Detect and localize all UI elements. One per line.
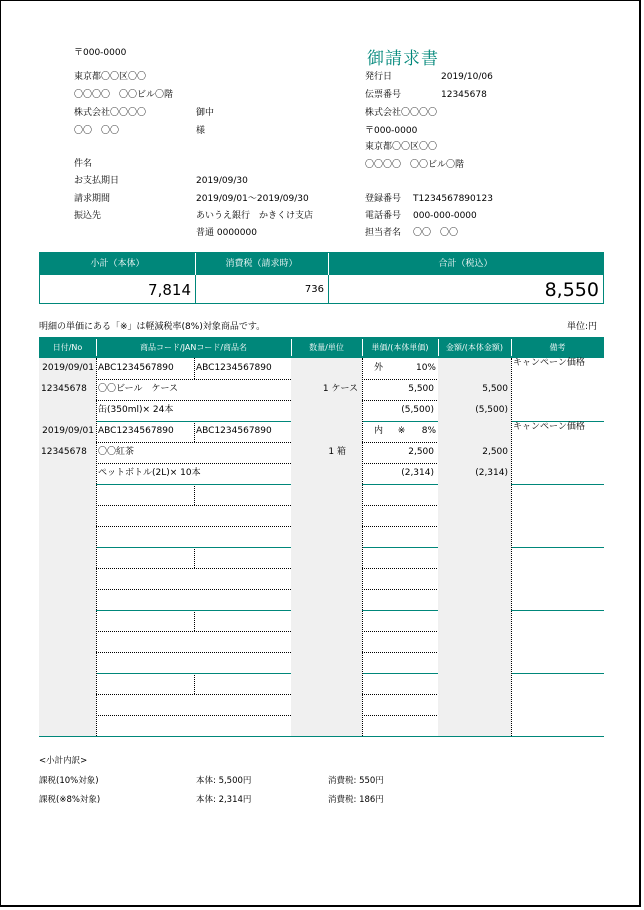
column-divider bbox=[194, 484, 195, 505]
phone: 000-000-0000 bbox=[413, 211, 477, 221]
item-name: 〇〇ビール ケース bbox=[98, 384, 179, 394]
column-header-remark: 備考 bbox=[549, 343, 566, 352]
item-net-amount: (5,500) bbox=[475, 405, 508, 415]
column-divider bbox=[194, 547, 195, 568]
issue-date: 2019/10/06 bbox=[441, 72, 493, 82]
column-divider bbox=[194, 358, 195, 379]
recipient-postal: 〒000-0000 bbox=[74, 48, 127, 58]
item-net-price: (2,314) bbox=[401, 468, 434, 478]
item-remark: キャンペーン価格 bbox=[513, 422, 585, 432]
item-price: 5,500 bbox=[408, 384, 434, 394]
tax-header: 消費税（請求時） bbox=[195, 253, 328, 275]
due-date: 2019/09/30 bbox=[196, 176, 248, 186]
bank-label: 振込先 bbox=[74, 211, 102, 221]
item-jan: ABC1234567890 bbox=[196, 426, 272, 436]
subtotal-header: 小計（本体） bbox=[40, 253, 195, 275]
bank: あいうえ銀行 かきくけ支店 bbox=[196, 211, 314, 221]
recipient-person: 〇〇 〇〇 bbox=[74, 126, 120, 136]
bank-account: 普通 0000000 bbox=[196, 228, 257, 238]
item-tax-type: 外 bbox=[374, 363, 384, 373]
item-reduced-mark: ※ bbox=[397, 426, 406, 436]
item-tax-rate: 8% bbox=[421, 426, 436, 436]
divider bbox=[195, 253, 196, 275]
reduced-tax-note: 明細の単価にある「※」は軽減税率(8%)対象商品です。 bbox=[39, 322, 266, 332]
breakdown-label: 課税(※8%対象) bbox=[39, 795, 101, 805]
breakdown-base: 本体: 2,314円 bbox=[196, 795, 252, 805]
billing-period-label: 請求期間 bbox=[74, 194, 111, 204]
breakdown-label: 課税(10%対象) bbox=[39, 776, 99, 786]
summary-box bbox=[39, 252, 604, 304]
item-net-amount: (2,314) bbox=[475, 468, 508, 478]
item-qty: 1 箱 bbox=[328, 447, 346, 457]
slip-no: 12345678 bbox=[441, 90, 487, 100]
shaded-column bbox=[39, 358, 96, 736]
breakdown-base: 本体: 5,500円 bbox=[196, 776, 252, 786]
due-date-label: お支払期日 bbox=[74, 176, 120, 186]
item-date: 2019/09/01 bbox=[42, 426, 94, 436]
item-jan: ABC1234567890 bbox=[196, 363, 272, 373]
reg-no-label: 登録番号 bbox=[365, 194, 402, 204]
contact-label: 担当者名 bbox=[365, 228, 402, 238]
item-code: ABC1234567890 bbox=[98, 426, 174, 436]
shaded-column bbox=[291, 358, 362, 736]
document-title: 御請求書 bbox=[367, 49, 439, 69]
phone-label: 電話番号 bbox=[365, 211, 402, 221]
item-spec: 缶(350ml)× 24本 bbox=[98, 405, 174, 415]
total-value: 8,550 bbox=[544, 279, 599, 301]
slip-no-label: 伝票番号 bbox=[365, 90, 402, 100]
reg-no: T1234567890123 bbox=[413, 194, 493, 204]
divider bbox=[328, 253, 329, 275]
item-remark: キャンペーン価格 bbox=[513, 358, 585, 368]
recipient-address2: 〇〇〇〇 〇〇ビル〇階 bbox=[74, 90, 174, 100]
item-net-price: (5,500) bbox=[401, 405, 434, 415]
issuer-postal: 〒000-0000 bbox=[365, 126, 418, 136]
issue-date-label: 発行日 bbox=[365, 72, 393, 82]
item-tax-rate: 10% bbox=[415, 363, 436, 373]
column-divider bbox=[194, 673, 195, 694]
breakdown-title: <小計内訳> bbox=[39, 756, 88, 766]
item-no: 12345678 bbox=[41, 447, 87, 457]
subject-label: 件名 bbox=[74, 159, 93, 169]
total-header: 合計（税込） bbox=[328, 253, 603, 275]
group-divider bbox=[39, 736, 604, 737]
breakdown-tax: 消費税: 550円 bbox=[328, 776, 384, 786]
column-header-product: 商品コード/JANコード/商品名 bbox=[139, 343, 248, 352]
subtotal-value: 7,814 bbox=[148, 281, 191, 299]
item-amount: 5,500 bbox=[482, 384, 508, 394]
column-header-qty: 数量/単位 bbox=[309, 343, 344, 352]
breakdown-tax: 消費税: 186円 bbox=[328, 795, 384, 805]
item-code: ABC1234567890 bbox=[98, 363, 174, 373]
item-price: 2,500 bbox=[408, 447, 434, 457]
item-amount: 2,500 bbox=[482, 447, 508, 457]
column-divider bbox=[194, 610, 195, 631]
issuer-address1: 東京都〇〇区〇〇 bbox=[365, 142, 438, 152]
billing-period: 2019/09/01～2019/09/30 bbox=[196, 194, 309, 204]
column-divider bbox=[194, 421, 195, 442]
item-name: 〇〇紅茶 bbox=[98, 447, 135, 457]
item-spec: ペットボトル(2L)× 10本 bbox=[98, 468, 201, 478]
issuer-address2: 〇〇〇〇 〇〇ビル〇階 bbox=[365, 160, 465, 170]
tax-value: 736 bbox=[304, 284, 324, 295]
item-no: 12345678 bbox=[41, 384, 87, 394]
column-header-amount: 金額/(本体金額) bbox=[446, 343, 503, 352]
recipient-company-suffix: 御中 bbox=[196, 108, 215, 118]
recipient-person-suffix: 様 bbox=[196, 126, 206, 136]
recipient-address1: 東京都〇〇区〇〇 bbox=[74, 72, 147, 82]
item-date: 2019/09/01 bbox=[42, 363, 94, 373]
issuer-company: 株式会社〇〇〇〇 bbox=[365, 108, 438, 118]
item-tax-type: 内 bbox=[374, 426, 384, 436]
column-header-date: 日付/No bbox=[52, 343, 83, 352]
column-divider bbox=[96, 358, 97, 736]
contact: 〇〇 〇〇 bbox=[413, 228, 459, 238]
column-header-price: 単価/(本体単価) bbox=[371, 343, 429, 352]
item-qty: 1 ケース bbox=[322, 384, 358, 394]
currency-unit: 単位:円 bbox=[566, 322, 597, 332]
column-divider bbox=[511, 358, 512, 736]
recipient-company: 株式会社〇〇〇〇 bbox=[74, 108, 147, 118]
